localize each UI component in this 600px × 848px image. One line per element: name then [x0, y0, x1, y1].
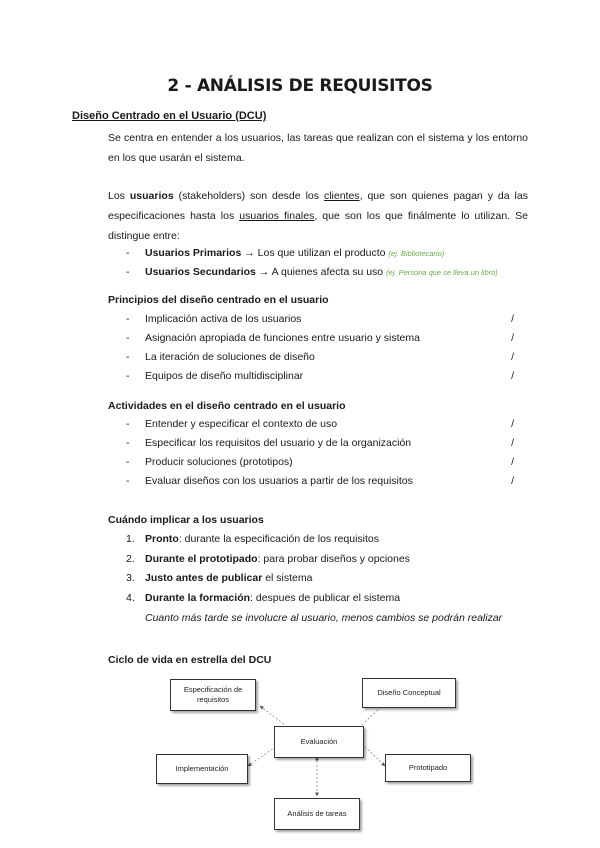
item-text: el sistema [262, 572, 313, 584]
dash: - [126, 351, 130, 363]
text: Los [108, 190, 130, 202]
slash: / [511, 332, 514, 344]
text: , que son quienes pagan y da las especificaciones hasta los [108, 190, 528, 222]
dash: - [126, 437, 130, 449]
list-item [108, 329, 528, 348]
activities-heading: Actividades en el diseño centrado en el usuario [108, 400, 346, 412]
item-bold: Pronto [145, 533, 179, 545]
dash: - [126, 247, 130, 259]
cycle-heading: Ciclo de vida en estrella del DCU [108, 654, 272, 666]
example-note: (ej. Bibliotecario) [388, 249, 445, 258]
user-types-list [108, 244, 528, 282]
slash: / [511, 437, 514, 449]
item-bold: Justo antes de publicar [145, 572, 263, 584]
arrow: → [241, 247, 258, 259]
user-type-label: Usuarios Secundarios [145, 266, 256, 278]
list-item [108, 569, 528, 589]
principles-list [108, 310, 528, 386]
stakeholders-paragraph [108, 186, 528, 246]
list-item [108, 434, 528, 453]
node-implementacion: Implementación [156, 754, 248, 784]
list-item [108, 415, 528, 434]
list-item [108, 550, 528, 570]
node-prototipado: Prototipado [385, 754, 471, 782]
item-text: Especificar los requisitos del usuario y de la organización [145, 437, 412, 449]
item-number: 1. [126, 533, 135, 545]
dash: - [126, 332, 130, 344]
when-list [108, 530, 528, 608]
item-text: : para probar diseños y opciones [257, 552, 410, 565]
item-text: Equipos de diseño multidisciplinar [145, 370, 304, 382]
example-note: (ej. Persona que se lleva un libro) [386, 268, 498, 277]
item-number: 3. [126, 572, 135, 584]
node-evaluacion: Evaluación [274, 726, 364, 758]
item-text: : despues de publicar el sistema [250, 591, 401, 604]
item-text: Evaluar diseños con los usuarios a partir de los requisitos [145, 475, 413, 487]
activities-list [108, 415, 528, 491]
node-diseno-conceptual: Diseño Conceptual [362, 678, 456, 708]
user-type-text: Los que utilizan el producto [257, 247, 389, 259]
node-analisis-tareas: Análisis de tareas [274, 798, 360, 830]
dash: - [126, 313, 130, 325]
usuarios-finales-term: usuarios finales [239, 210, 315, 222]
list-item [108, 589, 528, 609]
item-text: Entender y especificar el contexto de uso [145, 418, 338, 430]
dash: - [126, 370, 130, 382]
slash: / [511, 456, 514, 468]
principles-heading: Principios del diseño centrado en el usuario [108, 294, 329, 306]
slash: / [511, 370, 514, 382]
list-item [108, 530, 528, 550]
item-text: : durante la especificación de los requisitos [178, 533, 380, 545]
item-bold: Durante la formación [145, 591, 251, 604]
list-item [108, 244, 528, 263]
item-text: La iteración de soluciones de diseño [145, 351, 315, 363]
page-title: 2 - ANÁLISIS DE REQUISITOS [167, 76, 433, 96]
text: , que son los que finálmente lo utilizan. Se distingue entre: [108, 210, 528, 242]
list-item [108, 367, 528, 386]
item-text: Implicación activa de los usuarios [145, 313, 302, 325]
intro-paragraph: Se centra en entender a los usuarios, las tareas que realizan con el sistema y los entorno en los que usarán el sistema. [108, 132, 528, 164]
slash: / [511, 418, 514, 430]
dash: - [126, 475, 130, 487]
arrow: → [255, 266, 272, 278]
list-item [108, 453, 528, 472]
dash: - [126, 418, 130, 430]
item-text: Producir soluciones (prototipos) [145, 456, 293, 468]
when-heading: Cuándo implicar a los usuarios [108, 514, 264, 526]
node-especificacion-requisitos: Especificación de requisitos [170, 679, 256, 711]
item-text: Asignación apropiada de funciones entre usuario y sistema [145, 332, 420, 344]
list-item [108, 472, 528, 491]
dash: - [126, 266, 130, 278]
item-number: 4. [126, 591, 135, 604]
connector-implementacion [248, 748, 274, 766]
dash: - [126, 456, 130, 468]
usuarios-term: usuarios [129, 190, 174, 202]
slash: / [511, 351, 514, 363]
clientes-term: clientes [323, 190, 360, 202]
text: (stakeholders) son desde los [173, 190, 324, 202]
user-type-label: Usuarios Primarios [145, 247, 242, 259]
list-item [108, 310, 528, 329]
slash: / [511, 313, 514, 325]
section-heading-dcu: Diseño Centrado en el Usuario (DCU) [72, 110, 267, 122]
involvement-note: Cuanto más tarde se involucre al usuario, menos cambios se podrán realizar [145, 612, 503, 624]
list-item [108, 263, 528, 282]
connector-prototipado [362, 744, 385, 766]
list-item [108, 348, 528, 367]
item-bold: Durante el prototipado [145, 552, 258, 565]
slash: / [511, 475, 514, 487]
item-number: 2. [126, 552, 135, 565]
connector-requisitos [260, 706, 285, 725]
user-type-text: A quienes afecta su uso [271, 266, 387, 278]
